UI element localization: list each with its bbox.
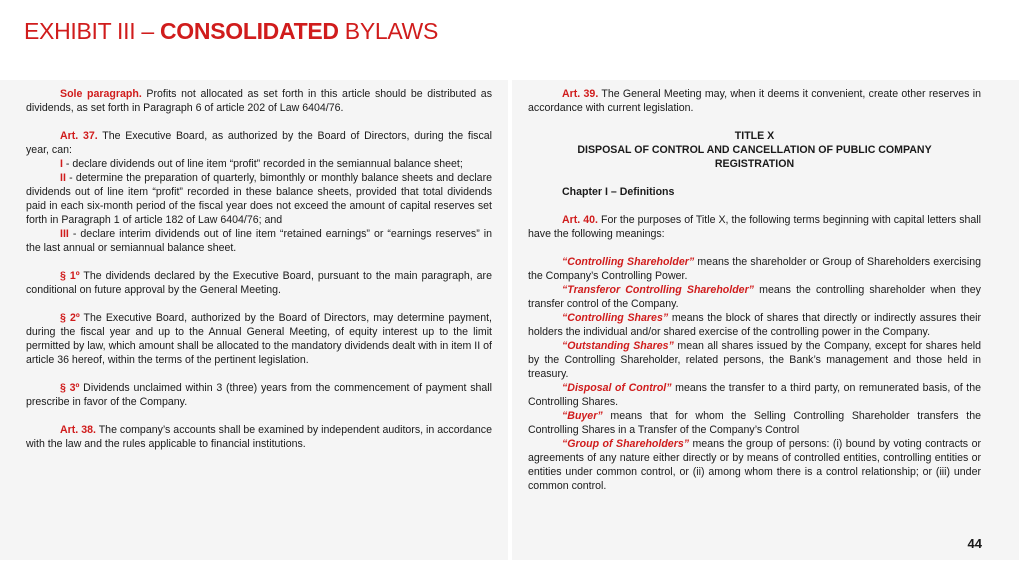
paragraph-3: § 3º Dividends unclaimed within 3 (three) years from the commencement of payment shall prescribe in favor of the Company. — [26, 382, 492, 408]
article-37-item-iii: III - declare interim dividends out of line item “retained earnings” or “earnings reserves” in the last annual or semiannual balance sheet. — [26, 228, 492, 254]
page-title: EXHIBIT III – CONSOLIDATED BYLAWS — [24, 18, 438, 44]
chapter-heading: Chapter I – Definitions — [562, 186, 675, 198]
right-column — [528, 87, 981, 493]
sole-paragraph: Sole paragraph. Profits not allocated as set forth in this article should be distributed as dividends, as set forth in Paragraph 6 of article 202 of Law 6404/76. — [26, 88, 492, 114]
paragraph-1: § 1º The dividends declared by the Executive Board, pursuant to the main paragraph, are conditional on future approval by the General Meeting. — [26, 270, 492, 296]
article-37: Art. 37. The Executive Board, as authorized by the Board of Directors, during the fiscal year, can: — [26, 130, 493, 156]
definition-buyer: “Buyer” means that for whom the Selling Controlling Shareholder transfers the Controlling Shares in a Transfer of the Company’s Control — [528, 410, 981, 436]
article-40: Art. 40. For the purposes of Title X, the following terms beginning with capital letters shall have the following meanings: — [528, 214, 982, 240]
definition-controlling-shares: “Controlling Shares” means the block of shares that directly or indirectly assures their holders the individual and/or shared exercise of the controlling power in the Company. — [528, 312, 982, 338]
article-38: Art. 38. The company’s accounts shall be examined by independent auditors, in accordance with the law and the rules applicable to financial institutions. — [26, 424, 492, 450]
article-39: Art. 39. The General Meeting may, when it deems it convenient, create other reserves in accordance with current legislation. — [528, 88, 981, 114]
definition-disposal-of-control: “Disposal of Control” means the transfer to a third party, on remunerated basis, of the Controlling Shares. — [528, 382, 982, 408]
definition-transferor-controlling-shareholder: “Transferor Controlling Shareholder” means the controlling shareholder when they transfer control of the Company. — [528, 284, 981, 310]
article-37-item-i: I - declare dividends out of line item “profit” recorded in the semiannual balance sheet; — [60, 158, 463, 170]
paragraph-2: § 2º The Executive Board, authorized by the Board of Directors, may determine payment, during the fiscal year and up to the Annual General Meeting, of equity interest up to the limit permitted by law, which amount shall be allocated to the mandatory dividends dealt with in item II of article 36 hereof, within the terms of the pertinent legislation. — [26, 312, 492, 366]
title-x-heading: TITLE X — [734, 130, 775, 142]
page-number: 44 — [967, 536, 982, 551]
article-37-item-ii: II - determine the preparation of quarterly, bimonthly or monthly balance sheets and declare dividends out of line item “profit” recorded in these balance sheets, provided that total dividends paid in each six-month period of the fiscal year does not exceed the amount of capital reserves set forth in Paragraph 1 of article 182 of Law 6404/76; and — [26, 172, 492, 226]
definition-controlling-shareholder: “Controlling Shareholder” means the shareholder or Group of Shareholders exercising the Company’s Controlling Power. — [528, 256, 981, 282]
definition-outstanding-shares: “Outstanding Shares” mean all shares issued by the Company, except for shares held by the Controlling Shareholder, related persons, the Bank’s management and those held in treasury. — [528, 340, 981, 380]
left-column — [26, 87, 492, 465]
title-x-subheading: DISPOSAL OF CONTROL AND CANCELLATION OF PUBLIC COMPANY REGISTRATION — [577, 144, 932, 170]
definition-group-of-shareholders: “Group of Shareholders” means the group of persons: (i) bound by voting contracts or agreements of any nature either directly or by means of controlled entities, controlling entities or entities under common control, or (ii) among whom there is a control relationship; or (iii) under common control. — [528, 438, 981, 492]
